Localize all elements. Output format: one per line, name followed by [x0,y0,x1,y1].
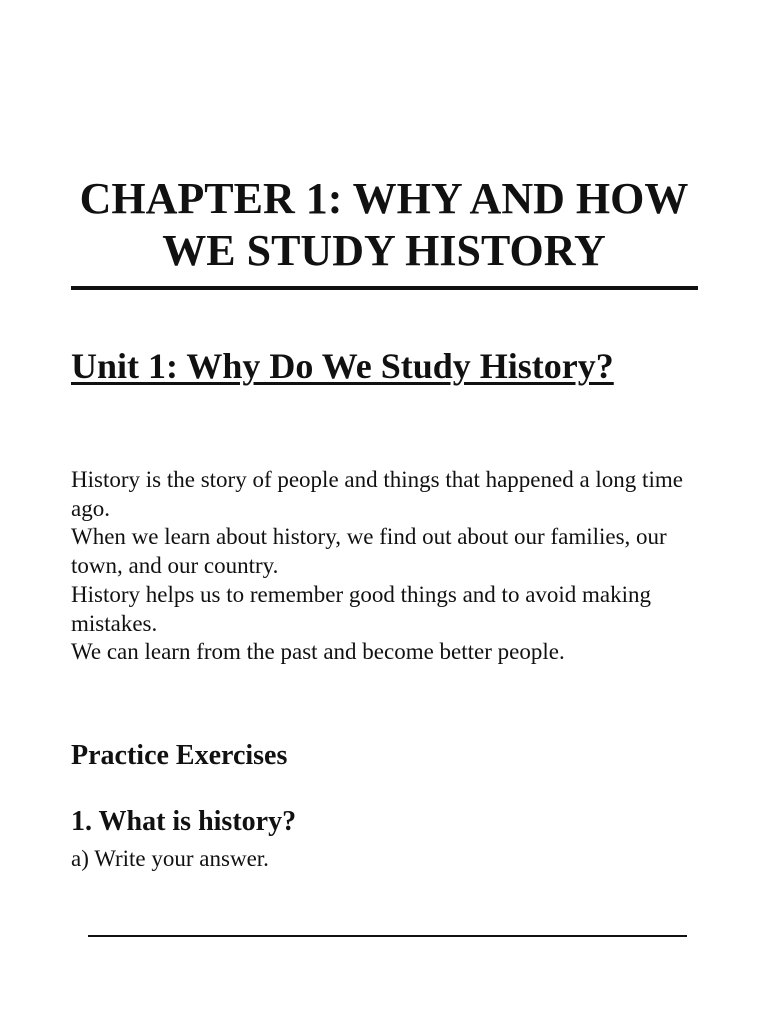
body-text [71,466,711,667]
unit-title: Unit 1: Why Do We Study History? [71,346,614,386]
body-paragraph: History helps us to remember good things and to avoid making mistakes. [71,581,652,636]
body-paragraph: When we learn about history, we find out about our families, our town, and our country. [71,524,667,579]
body-paragraph: We can learn from the past and become better people. [71,639,565,665]
answer-line[interactable] [88,935,687,937]
chapter-title: CHAPTER 1: WHY AND HOW WE STUDY HISTORY [79,174,689,275]
practice-heading: Practice Exercises [71,740,288,771]
answer-prompt-1: a) Write your answer. [71,846,269,871]
title-divider [71,286,698,290]
question-1: 1. What is history? [71,806,297,837]
body-paragraph: History is the story of people and things that happened a long time ago. [71,467,683,521]
